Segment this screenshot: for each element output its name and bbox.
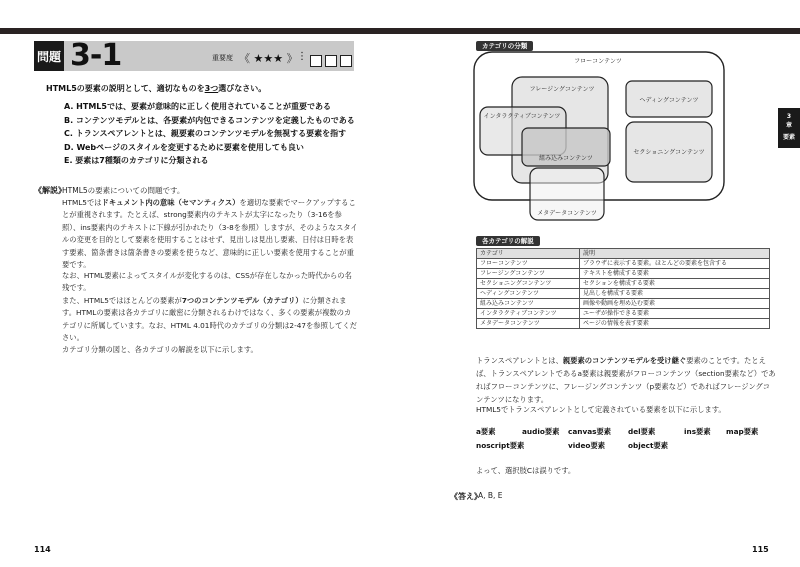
answer-value: A, B, E xyxy=(478,491,503,500)
label-flow: フローコンテンツ xyxy=(574,58,622,65)
transparent-paragraph: トランスペアレントとは、親要素のコンテンツモデルを受け継ぐ要素のことです。たとえば、トランスペアレントであるa要素は親要素がフローコンテンツ（section要素など）であればフローコンテンツに、フレージングコンテンツ（p要素など）であればフレージングコンテンツになります。 xyxy=(476,356,776,404)
review-checkbox-1[interactable] xyxy=(310,55,322,67)
page-number-right: 115 xyxy=(752,545,769,554)
table-header-row: カテゴリ 説明 xyxy=(477,249,770,259)
table-row: 組み込みコンテンツ 画像や動画を埋め込む要素 xyxy=(477,299,770,309)
label-embedded: 組み込みコンテンツ xyxy=(539,155,593,162)
option-d: D. Webページのスタイルを変更するために要素を使用しても良い xyxy=(64,142,304,152)
element-canvas: canvas要素 xyxy=(568,427,612,436)
element-audio: audio要素 xyxy=(522,427,560,436)
table-row: メタデータコンテンツ ページの情報を表す要素 xyxy=(477,319,770,329)
table-row: フローコンテンツ ブラウザに表示する要素。ほとんどの要素を包含する xyxy=(477,259,770,269)
conclusion-text: よって、選択肢Cは誤りです。 xyxy=(476,466,576,475)
element-a: a要素 xyxy=(476,427,496,436)
importance-label: 重要度 xyxy=(212,54,233,62)
element-del: del要素 xyxy=(628,427,656,436)
explanation-tag: 《解説》 xyxy=(34,186,66,195)
top-rule xyxy=(0,28,800,34)
question-tag: 問題 xyxy=(34,41,64,71)
chapter-tab: 3 章 要素 xyxy=(778,108,800,148)
answer-tag: 《答え》 xyxy=(450,492,482,501)
option-c: C. トランスペアレントとは、親要素のコンテンツモデルを無視する要素を指す xyxy=(64,129,347,139)
category-table xyxy=(476,248,770,329)
element-map: map要素 xyxy=(726,427,759,436)
element-ins: ins要素 xyxy=(684,427,711,436)
element-noscript: noscript要素 xyxy=(476,441,525,450)
option-b: B. コンテンツモデルとは、各要素が内包できるコンテンツを定義したものである xyxy=(64,115,355,125)
dotted-separator: ⋮ xyxy=(297,51,307,62)
table-row: フレージングコンテンツ テキストを構成する要素 xyxy=(477,269,770,279)
transparent-list-intro: HTML5でトランスペアレントとして定義されている要素を以下に示します。 xyxy=(476,405,726,414)
explanation-paragraph-1: HTML5ではドキュメント内の意味（セマンティクス）を適切な要素でマークアップすることが重視されます。たとえば、strong要素内のテキストが太字になったり（3-16を参照）、ins要素内のテキストに下線が引かれたり（3-8を参照）しますが、そのようなスタイルの変更を目的として要素を使用することはせず、見出しは見出し要素、日付は日時を表す要素、箇条書きは箇条書きの要素を使うなど、意味的に正しい要素を使用することが重要です。 xyxy=(62,198,358,270)
label-sectioning: セクショニングコンテンツ xyxy=(633,149,705,156)
table-row: ヘディングコンテンツ 見出しを構成する要素 xyxy=(477,289,770,299)
table-row: セクショニングコンテンツ セクションを構成する要素 xyxy=(477,279,770,289)
option-e: E. 要素は7種類のカテゴリに分類される xyxy=(64,156,209,166)
explanation-lead: HTML5の要素についての問題です。 xyxy=(62,186,185,195)
importance-stars: 《 ★★★ 》 xyxy=(239,52,298,65)
element-video: video要素 xyxy=(568,441,606,450)
table-section-label: 各カテゴリの解説 xyxy=(476,236,540,246)
explanation-paragraph-2: なお、HTML要素によってスタイルが変化するのは、CSSが存在しなかった時代からの名残です。 xyxy=(62,271,352,293)
question-number: 3-1 xyxy=(70,38,122,73)
label-interactive: インタラクティブコンテンツ xyxy=(483,113,561,120)
category-venn-diagram xyxy=(470,50,730,228)
answer-options xyxy=(64,100,355,168)
review-checkbox-2[interactable] xyxy=(325,55,337,67)
page-number-left: 114 xyxy=(34,545,51,554)
label-phrasing: フレージングコンテンツ xyxy=(529,86,595,93)
diagram-section-label: カテゴリの分類 xyxy=(476,41,533,51)
explanation-paragraph-4: カテゴリ分類の図と、各カテゴリの解説を以下に示します。 xyxy=(62,345,258,354)
explanation-paragraph-3: また、HTML5ではほとんどの要素が7つのコンテンツモデル（カテゴリ）に分類されます。HTMLの要素は各カテゴリに厳密に分類されるわけではなく、多くの要素が複数のカテゴリに所属しています。なお、HTML 4.01時代のカテゴリの分類は2-47を参照してください。 xyxy=(62,296,358,343)
table-row: インタラクティブコンテンツ ユーザが操作できる要素 xyxy=(477,309,770,319)
label-metadata: メタデータコンテンツ xyxy=(537,210,597,217)
option-a: A. HTML5では、要素が意味的に正しく使用されていることが重要である xyxy=(64,102,331,111)
question-text: HTML5の要素の説明として、適切なものを3つ選びなさい。 xyxy=(46,84,267,93)
review-checkbox-3[interactable] xyxy=(340,55,352,67)
label-heading: ヘディングコンテンツ xyxy=(639,97,699,104)
element-object: object要素 xyxy=(628,441,669,450)
